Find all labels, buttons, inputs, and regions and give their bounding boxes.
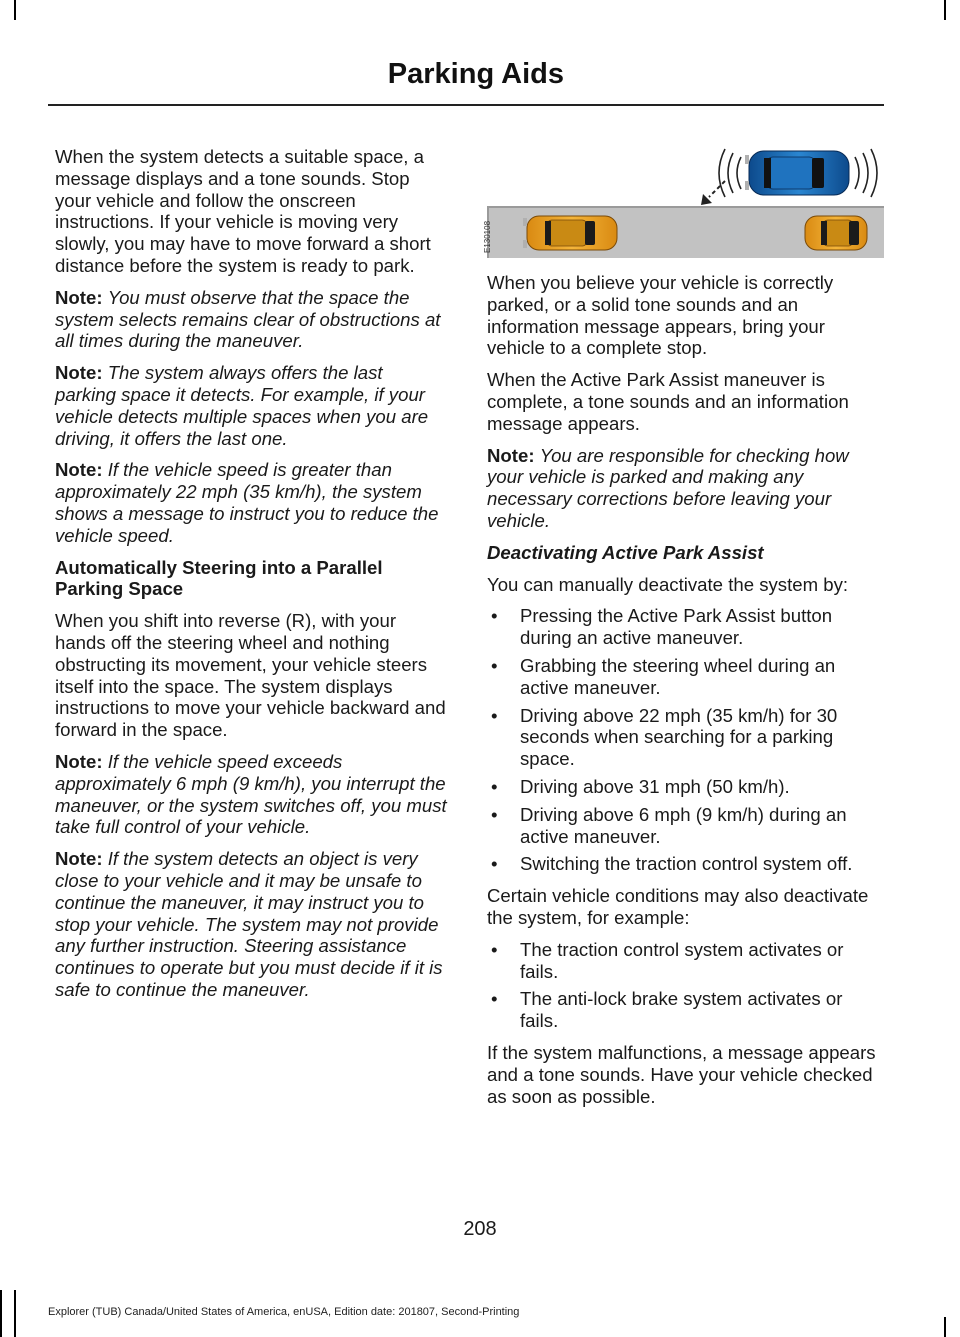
bullet: •	[491, 938, 498, 960]
list-item-text: Driving above 22 mph (35 km/h) for 30 seconds when searching for a parking space.	[520, 704, 838, 770]
note-text: The system always offers the last parking space it detects. For example, if your vehicle detects multiple spaces when you are driving, it offers the last one.	[55, 362, 429, 449]
crop-mark	[0, 1290, 2, 1337]
note-paragraph	[55, 287, 448, 352]
crop-mark	[944, 0, 946, 20]
note-label: Note:	[487, 444, 535, 466]
note-paragraph	[55, 362, 448, 449]
body-paragraph: If the system malfunctions, a message appears and a tone sounds. Have your vehicle checked as soon as possible.	[487, 1041, 876, 1107]
body-paragraph: When you shift into reverse (R), with your hands off the steering wheel and nothing obstructing its movement, your vehicle steers itself into the space. The system displays instructions to move your vehicle backward and forward in the space.	[55, 610, 446, 741]
note-paragraph	[55, 848, 448, 1001]
note-text: If the vehicle speed exceeds approximately 6 mph (9 km/h), you interrupt the maneuver, or the system switches off, you must take full control of your vehicle.	[55, 750, 447, 838]
list-item-text: Grabbing the steering wheel during an active maneuver.	[520, 654, 836, 698]
note-paragraph	[55, 459, 448, 546]
note-text: If the vehicle speed is greater than approximately 22 mph (35 km/h), the system shows a message to instruct you to reduce the vehicle speed.	[55, 459, 439, 546]
note-text: You must observe that the space the system selects remains clear of obstructions at all times during the maneuver.	[55, 286, 441, 352]
deactivation-list	[487, 605, 884, 875]
note-paragraph	[55, 751, 448, 838]
footer-edition: Explorer (TUB) Canada/United States of America, enUSA, Edition date: 201807, Second-Printing	[48, 1306, 520, 1318]
body-paragraph: Certain vehicle conditions may also deactivate the system, for example:	[487, 885, 869, 928]
parking-illustration	[483, 145, 884, 258]
curb-edge	[487, 206, 884, 208]
direction-arrow-icon	[701, 181, 725, 205]
note-label: Note:	[55, 750, 103, 772]
bullet: •	[491, 605, 498, 627]
page-title: Parking Aids	[387, 58, 564, 90]
active-vehicle	[745, 151, 849, 195]
note-text: If the system detects an object is very close to your vehicle and it may be unsafe to continue the maneuver, it may instruct you to stop your vehicle. The system may not provide any further instruction. Steering assistance continues to operate but you must decide if it is safe to continue the maneuver.	[55, 848, 443, 1000]
figure-code: E130108	[483, 220, 492, 253]
sensor-wave-icon	[855, 149, 877, 197]
bullet: •	[491, 803, 498, 825]
list-item-text: Switching the traction control system off.	[520, 853, 853, 875]
right-column	[487, 272, 884, 1117]
left-column	[55, 146, 448, 1011]
crop-mark	[14, 1290, 16, 1337]
list-item	[487, 655, 884, 699]
page-number: 208	[463, 1218, 497, 1240]
note-label: Note:	[55, 459, 103, 481]
bullet: •	[491, 654, 498, 676]
parked-car-front	[805, 216, 867, 250]
note-paragraph	[487, 445, 884, 532]
list-item	[487, 605, 884, 649]
note-text: You are responsible for checking how your vehicle is parked and making any necessary corrections before leaving your vehicle.	[487, 444, 849, 531]
list-item-text: Driving above 31 mph (50 km/h).	[520, 775, 790, 797]
bullet: •	[491, 704, 498, 726]
list-item-text: Driving above 6 mph (9 km/h) during an active maneuver.	[520, 803, 847, 847]
body-paragraph: When the Active Park Assist maneuver is complete, a tone sounds and an information message appears.	[487, 369, 849, 434]
crop-mark	[14, 0, 16, 20]
bullet: •	[491, 853, 498, 875]
list-item	[487, 804, 884, 848]
body-paragraph: When you believe your vehicle is correctly parked, or a solid tone sounds and an information message appears, bring your vehicle to a complete stop.	[487, 272, 834, 359]
list-item	[487, 939, 884, 983]
list-item-text: The traction control system activates or fails.	[520, 938, 844, 982]
list-item	[487, 853, 884, 875]
body-paragraph: You can manually deactivate the system by:	[487, 573, 849, 595]
condition-list	[487, 939, 884, 1032]
parked-car-rear	[523, 216, 617, 250]
bullet: •	[491, 775, 498, 797]
bullet: •	[491, 988, 498, 1010]
sensor-wave-icon	[719, 149, 741, 197]
list-item	[487, 988, 884, 1032]
crop-mark	[944, 1317, 946, 1337]
list-item	[487, 705, 884, 770]
intro-paragraph: When the system detects a suitable space, a message displays and a tone sounds. Stop your vehicle and follow the onscreen instructions. If your vehicle is moving very slowly, you may have to move forward a short distance before the system is ready to park.	[55, 146, 431, 276]
parking-illustration-svg	[483, 145, 884, 258]
list-item-text: The anti-lock brake system activates or fails.	[520, 988, 843, 1032]
note-label: Note:	[55, 848, 103, 870]
note-label: Note:	[55, 362, 103, 384]
note-label: Note:	[55, 286, 103, 308]
section-heading: Automatically Steering into a Parallel Parking Space	[55, 556, 383, 600]
section-heading: Deactivating Active Park Assist	[487, 541, 764, 563]
list-item	[487, 776, 884, 798]
header-rule	[48, 104, 884, 106]
list-item-text: Pressing the Active Park Assist button during an active maneuver.	[520, 605, 833, 649]
